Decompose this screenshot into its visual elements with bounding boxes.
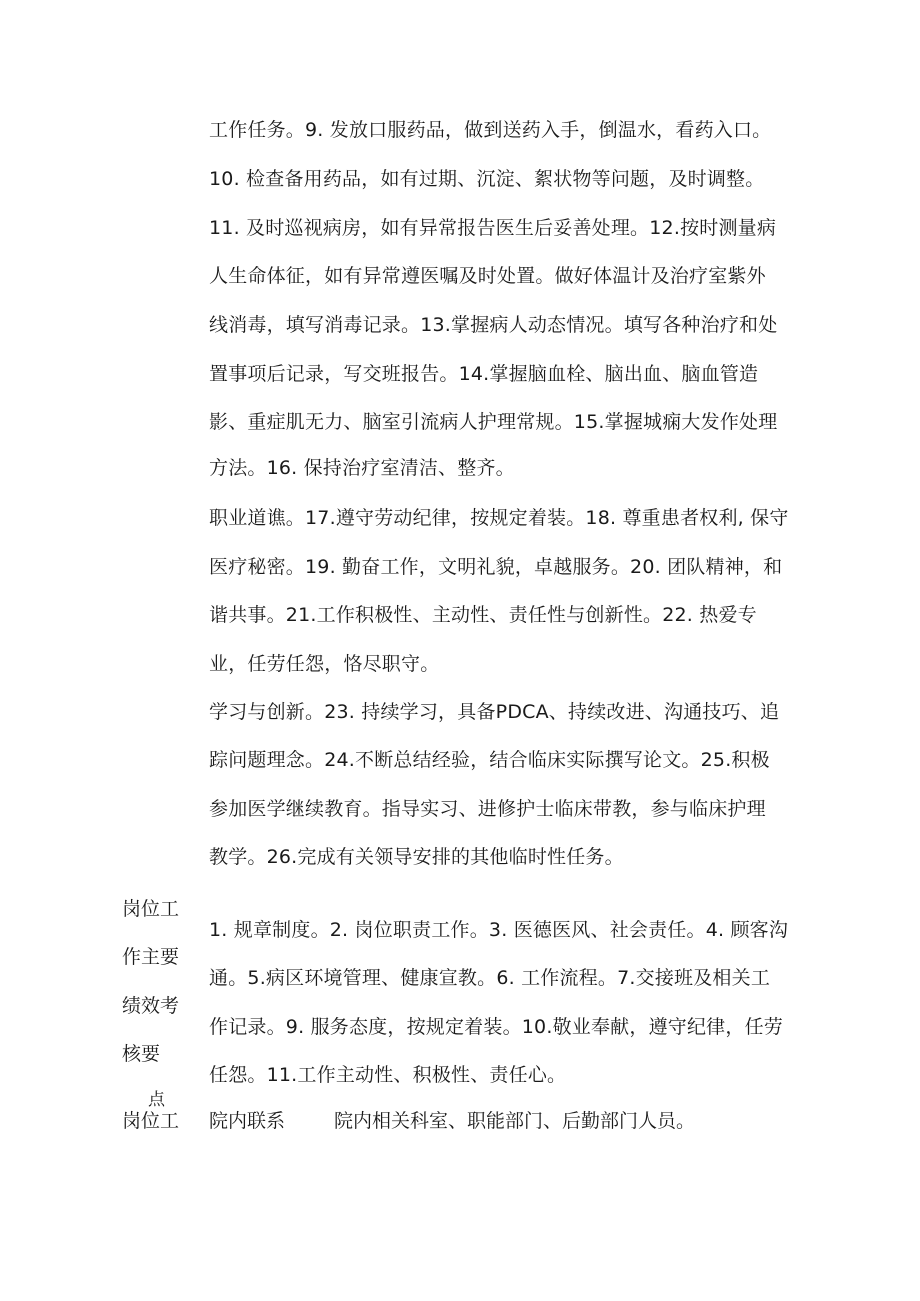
duties-line-6: 置事项后记录，写交班报告。14.掌握脑血栓、脑出血、脑血管造 <box>209 363 759 385</box>
performance-label-line-3: 绩效考 <box>122 995 180 1017</box>
performance-label-line-1: 岗位工 <box>122 898 180 920</box>
duties-line-1: 工作任务。9. 发放口服药品，做到送药入手，倒温水，看药入口。 <box>209 119 772 141</box>
ethics-line-3: 谐共事。21.工作积极性、主动性、责任性与创新性。22. 热爱专 <box>209 604 757 626</box>
ethics-line-4: 业，任劳任怨，恪尽职守。 <box>209 653 440 675</box>
performance-line-4: 任怨。11.工作主动性、积极性、责任心。 <box>209 1064 567 1086</box>
performance-line-3: 作记录。9. 服务态度，按规定着装。10.敬业奉献，遵守纪律，任劳 <box>209 1016 783 1038</box>
duties-line-5: 线消毒，填写消毒记录。13.掌握病人动态情况。填写各种治疗和处 <box>209 314 778 336</box>
contacts-value: 院内相关科室、职能部门、后勤部门人员。 <box>334 1110 696 1132</box>
duties-line-8: 方法。16. 保持治疗室清洁、整齐。 <box>209 457 515 479</box>
performance-label-line-4: 核要 <box>122 1043 161 1065</box>
duties-line-3: 11. 及时巡视病房，如有异常报告医生后妥善处理。12.按时测量病 <box>209 217 777 239</box>
learning-line-3: 参加医学继续教育。指导实习、进修护士临床带教，参与临床护理 <box>209 798 766 820</box>
duties-line-2: 10. 检查备用药品，如有过期、沉淀、絮状物等问题，及时调整。 <box>209 168 765 190</box>
contacts-type: 院内联系 <box>209 1110 286 1132</box>
performance-label-tail: 点 <box>148 1090 165 1110</box>
performance-line-1: 1. 规章制度。2. 岗位职责工作。3. 医德医风、社会责任。4. 顾客沟 <box>209 919 789 941</box>
learning-line-1: 学习与创新。23. 持续学习，具备PDCA、持续改进、沟通技巧、追 <box>209 701 780 723</box>
performance-line-2: 通。5.病区环境管理、健康宣教。6. 工作流程。7.交接班及相关工 <box>209 967 771 989</box>
performance-label-line-2: 作主要 <box>122 946 180 968</box>
ethics-line-2: 医疗秘密。19. 勤奋工作，文明礼貌，卓越服务。20. 团队精神，和 <box>209 556 783 578</box>
learning-line-4: 教学。26.完成有关领导安排的其他临时性任务。 <box>209 846 624 868</box>
duties-line-7: 影、重症肌无力、脑室引流病人护理常规。15.掌握城痫大发作处理 <box>209 411 778 433</box>
contacts-label: 岗位工 <box>122 1110 180 1132</box>
duties-line-4: 人生命体征，如有异常遵医嘱及时处置。做好体温计及治疗室紫外 <box>209 265 766 287</box>
ethics-line-1: 职业道谯。17.遵守劳动纪律，按规定着装。18. 尊重患者权利, 保守 <box>209 507 789 529</box>
learning-line-2: 踪问题理念。24.不断总结经验，结合临床实际撰写论文。25.积极 <box>209 749 770 771</box>
